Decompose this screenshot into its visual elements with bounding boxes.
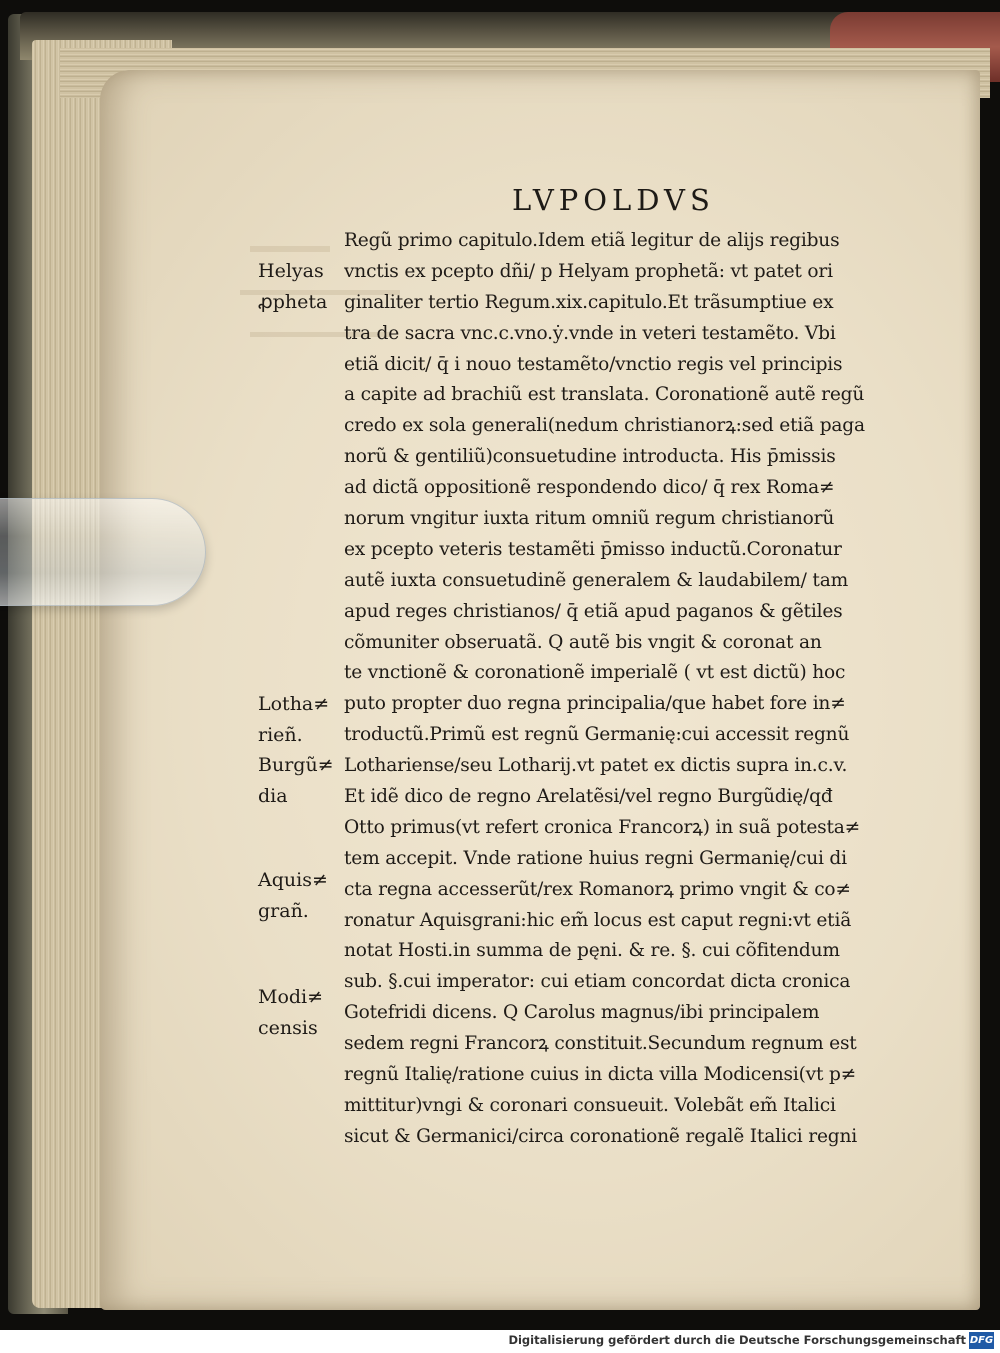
gloss-line: Aquis≠: [258, 869, 328, 891]
text-line: vnctis ex pcepto dñi/ p Helyam prophetã: vt patet ori: [344, 260, 833, 282]
text-line: Otto primus(vt refert cronica Francorꝝ) in suã potesta≠: [344, 816, 861, 838]
text-line: ad dictã oppositionẽ respondendo dico/ q̄ rex Roma≠: [344, 477, 835, 499]
text-line: ex pcepto veteris testamẽti p̄misso inductũ.Coronatur: [344, 538, 842, 560]
text-line: autẽ iuxta consuetudinẽ generalem & laudabilem/ tam: [344, 569, 849, 591]
marginal-gloss-burgundia: [258, 750, 342, 812]
gloss-line: Helyas: [258, 260, 324, 282]
text-line: puto propter duo regna principalia/que habet fore in≠: [344, 693, 846, 715]
text-line: tra de sacra vnc.c.vno.ẏ.vnde in veteri testamẽto. Vbi: [344, 322, 836, 344]
footer-bar: [0, 1330, 1000, 1353]
gloss-line: Modi≠: [258, 986, 324, 1008]
running-head: LVPOLDVS: [512, 183, 715, 217]
text-line: cta regna accesserũt/rex Romanorꝝ primo vngit & co≠: [344, 878, 851, 900]
marginal-gloss-lotharien: [258, 689, 342, 751]
gloss-line: censis: [258, 1016, 318, 1039]
gloss-line: ꝓpheta: [258, 290, 328, 313]
text-line: apud reges christianos/ q̄ etiã apud paganos & gẽtiles: [344, 600, 843, 622]
gloss-line: grañ.: [258, 899, 309, 922]
gloss-line: Lotha≠: [258, 693, 330, 715]
funding-credit: Digitalisierung gefördert durch die Deutsche Forschungsgemeinschaft: [508, 1333, 966, 1347]
text-line: norũ & gentiliũ)consuetudine introducta. His p̄missis: [344, 446, 836, 468]
text-line: regnũ Italię/ratione cuius in dicta villa Modicensi(vt p≠: [344, 1064, 857, 1086]
marginal-gloss-helyas: [258, 256, 342, 318]
text-line: Regũ primo capitulo.Idem etiã legitur de alijs regibus: [344, 230, 840, 251]
text-line: ronatur Aquisgrani:hic em̃ locus est caput regni:vt etiã: [344, 909, 852, 931]
text-line: sicut & Germanici/circa coronationẽ regalẽ Italici regni: [344, 1125, 857, 1147]
text-line: notat Hosti.in summa de pęni. & re. §. cui cõfitendum: [344, 940, 840, 962]
text-line: a capite ad brachiũ est translata. Coronationẽ autẽ regũ: [344, 384, 865, 406]
marginal-gloss-modicensis: [258, 982, 342, 1044]
text-line: sub. §.cui imperator: cui etiam concordat dicta cronica: [344, 971, 851, 993]
text-line: etiã dicit/ q̄ i nouo testamẽto/vnctio regis vel principis: [344, 353, 843, 375]
text-line: ginaliter tertio Regum.xix.capitulo.Et trãsumptiue ex: [344, 291, 834, 313]
text-line: cõmuniter obseruatã. Q autẽ bis vngit & coronat an: [344, 631, 822, 653]
text-line: Lothariense/seu Lotharij.vt patet ex dictis supra in.c.v.: [344, 755, 848, 777]
body-text: [344, 226, 914, 1153]
text-line: credo ex sola generali(nedum christianorꝝ:sed etiã paga: [344, 415, 865, 437]
text-line: Gotefridi dicens. Q Carolus magnus/ibi principalem: [344, 1002, 820, 1024]
gloss-line: rieñ.: [258, 723, 303, 746]
text-line: norum vngitur iuxta ritum omniũ regum christianorũ: [344, 508, 835, 530]
text-line: Et idẽ dico de regno Arelatẽsi/vel regno Burgũdię/qđ: [344, 786, 833, 808]
dfg-logo-icon: DFG: [969, 1332, 994, 1349]
gloss-line: dia: [258, 784, 288, 807]
text-line: tem accepit. Vnde ratione huius regni Germanię/cui di: [344, 847, 847, 869]
text-line: sedem regni Francorꝝ constituit.Secundum regnum est: [344, 1033, 857, 1055]
gloss-line: Burgũ≠: [258, 754, 334, 776]
glass-page-weight: [0, 498, 206, 606]
text-line: troductũ.Primũ est regnũ Germanię:cui accessit regnũ: [344, 724, 850, 746]
marginal-gloss-aquisgran: [258, 865, 342, 927]
text-line: te vnctionẽ & coronationẽ imperialẽ ( vt est dictũ) hoc: [344, 662, 846, 684]
text-line: mittitur)vngi & coronari consueuit. Volebãt em̃ Italici: [344, 1094, 836, 1116]
